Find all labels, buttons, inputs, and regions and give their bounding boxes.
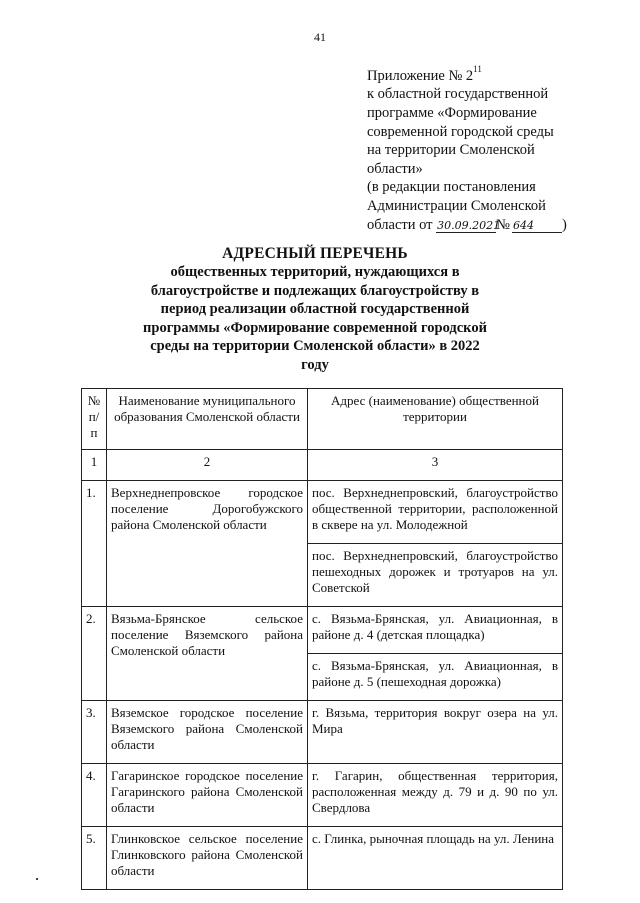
row-address: с. Вязьма-Брянская, ул. Авиационная, в районе д. 5 (пешеходная дорожка)	[308, 654, 563, 701]
document-heading	[100, 244, 530, 375]
row-address: пос. Верхнеднепровский, благоустройство общественной территории, расположенной в сквере на ул. Молодежной	[308, 481, 563, 544]
header-num: № п/п	[82, 389, 107, 450]
row-address: с. Вязьма-Брянская, ул. Авиационная, в районе д. 4 (детская площадка)	[308, 607, 563, 654]
heading-line: благоустройстве и подлежащих благоустройству в	[150, 282, 480, 299]
appendix-date-line	[367, 216, 587, 235]
row-num: 2.	[82, 607, 107, 701]
handwritten-date: 30.09.2021	[437, 218, 501, 232]
column-number: 3	[308, 450, 563, 481]
address-table	[81, 388, 563, 890]
row-num: 4.	[82, 764, 107, 827]
row-municipality: Вязьма-Брянское сельское поселение Вяземского района Смоленской области	[107, 607, 308, 701]
table-row	[82, 701, 563, 764]
heading-line: общественных территорий, нуждающихся в	[170, 264, 460, 280]
row-municipality: Глинковское сельское поселение Глинковского района Смоленской области	[107, 827, 308, 890]
heading-line: программы «Формирование современной городской	[143, 319, 487, 336]
row-num: 3.	[82, 701, 107, 764]
header-municipality: Наименование муниципального образования Смоленской области	[107, 389, 308, 450]
appendix-line: к областной государственной	[367, 86, 549, 103]
appendix-line: современной городской среды	[367, 123, 554, 140]
appendix-title-text: Приложение № 2	[367, 67, 474, 84]
column-number: 2	[107, 450, 308, 481]
number-prefix: №	[496, 216, 510, 233]
table-row	[82, 764, 563, 827]
handwritten-number: 644	[512, 219, 562, 233]
date-prefix: области от	[367, 216, 433, 233]
row-address: г. Вязьма, территория вокруг озера на ул. Мира	[308, 701, 563, 764]
appendix-line: на территории Смоленской	[367, 142, 535, 159]
row-municipality: Гагаринское городское поселение Гагаринского района Смоленской области	[107, 764, 308, 827]
row-num: 1.	[82, 481, 107, 607]
appendix-line: (в редакции постановления	[367, 179, 536, 196]
heading-title: АДРЕСНЫЙ ПЕРЕЧЕНЬ	[222, 245, 408, 262]
row-address: пос. Верхнеднепровский, благоустройство пешеходных дорожек и тротуаров на ул. Советской	[308, 544, 563, 607]
appendix-block	[367, 62, 587, 234]
appendix-superscript: 11	[473, 64, 482, 74]
table-row	[82, 827, 563, 890]
appendix-line: Администрации Смоленской	[367, 197, 546, 214]
appendix-title	[367, 62, 587, 85]
row-municipality: Вяземское городское поселение Вяземского района Смоленской области	[107, 701, 308, 764]
scan-speck	[36, 878, 38, 880]
column-number-row	[82, 450, 563, 481]
heading-line: среды на территории Смоленской области» в 2022	[150, 338, 480, 355]
page-number: 41	[314, 30, 326, 44]
appendix-line: области»	[367, 160, 423, 177]
heading-line: период реализации областной государственной	[160, 301, 470, 318]
header-address: Адрес (наименование) общественной территории	[308, 389, 563, 450]
appendix-line: программе «Формирование	[367, 105, 537, 122]
row-num: 5.	[82, 827, 107, 890]
row-municipality: Верхнеднепровское городское поселение Дорогобужского района Смоленской области	[107, 481, 308, 607]
closing-paren: )	[561, 216, 567, 233]
row-address: с. Глинка, рыночная площадь на ул. Ленина	[308, 827, 563, 890]
column-number: 1	[82, 450, 107, 481]
row-address: г. Гагарин, общественная территория, расположенная между д. 79 и д. 90 по ул. Свердлова	[308, 764, 563, 827]
table-header-row	[82, 389, 563, 450]
heading-line: году	[301, 356, 329, 373]
table-row	[82, 607, 563, 654]
table-row	[82, 481, 563, 544]
